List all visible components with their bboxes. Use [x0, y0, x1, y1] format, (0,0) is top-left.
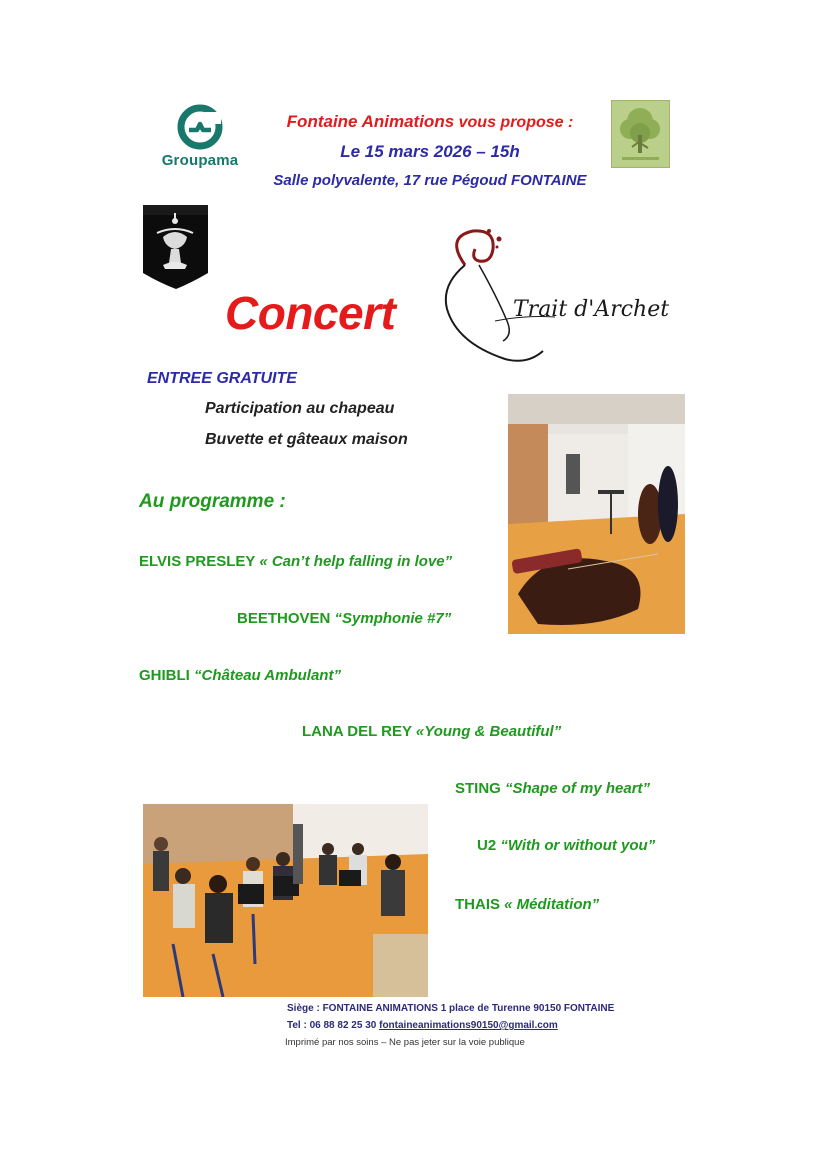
- programme-item: [237, 610, 451, 627]
- organizer-propose: vous propose :: [458, 114, 574, 131]
- groupama-g-icon: [177, 104, 223, 150]
- city-coat-of-arms: [141, 203, 210, 290]
- coat-of-arms-icon: [141, 203, 210, 290]
- organizer-name: Fontaine Animations: [286, 112, 455, 131]
- instruments-photo-image: [508, 394, 685, 634]
- programme-title: «Young & Beautiful”: [415, 723, 562, 740]
- refreshments-text: Buvette et gâteaux maison: [205, 431, 408, 448]
- programme-item: [302, 723, 561, 740]
- footer-print-note: Imprimé par nos soins – Ne pas jeter sur la voie publique: [285, 1037, 525, 1048]
- orchestra-photo-image: [143, 804, 428, 997]
- programme-heading: Au programme :: [139, 491, 286, 512]
- programme-title: “Château Ambulant”: [194, 667, 341, 684]
- programme-title: “Shape of my heart”: [505, 780, 651, 797]
- programme-title: “Symphonie #7”: [334, 610, 452, 627]
- programme-artist: STING: [455, 780, 501, 797]
- event-venue: Salle polyvalente, 17 rue Pégoud FONTAINE: [273, 172, 587, 189]
- footer-email-link[interactable]: fontaineanimations90150@gmail.com: [379, 1020, 558, 1031]
- violin-scroll-icon: [435, 225, 665, 365]
- participation-text: Participation au chapeau: [205, 400, 395, 417]
- instruments-photo: [508, 394, 685, 634]
- programme-artist: U2: [477, 837, 497, 854]
- programme-title: “With or without you”: [500, 837, 656, 854]
- organizer-line: [230, 112, 630, 132]
- programme-title: « Méditation”: [504, 896, 600, 913]
- programme-item: [477, 837, 655, 854]
- programme-item: [455, 896, 599, 913]
- programme-title: « Can’t help falling in love”: [259, 553, 453, 570]
- event-date: Le 15 mars 2026 – 15h: [340, 142, 520, 161]
- footer-address: Siège : FONTAINE ANIMATIONS 1 place de Turenne 90150 FONTAINE: [287, 1003, 615, 1014]
- footer-contact: [287, 1020, 558, 1031]
- event-title: Concert: [225, 287, 396, 339]
- programme-artist: ELVIS PRESLEY: [139, 553, 256, 570]
- trait-archet-name: Trait d'Archet: [513, 297, 670, 322]
- programme-artist: LANA DEL REY: [302, 723, 412, 740]
- groupama-name: Groupama: [161, 152, 239, 169]
- entry-free: ENTREE GRATUITE: [147, 370, 297, 387]
- orchestra-photo: [143, 804, 428, 997]
- programme-item: [455, 780, 650, 797]
- programme-artist: BEETHOVEN: [237, 610, 331, 627]
- footer-phone: Tel : 06 88 82 25 30: [287, 1020, 377, 1031]
- programme-artist: THAIS: [455, 896, 500, 913]
- programme-item: [139, 667, 341, 684]
- trait-archet-logo: [435, 225, 670, 365]
- programme-artist: GHIBLI: [139, 667, 190, 684]
- programme-item: [139, 553, 452, 570]
